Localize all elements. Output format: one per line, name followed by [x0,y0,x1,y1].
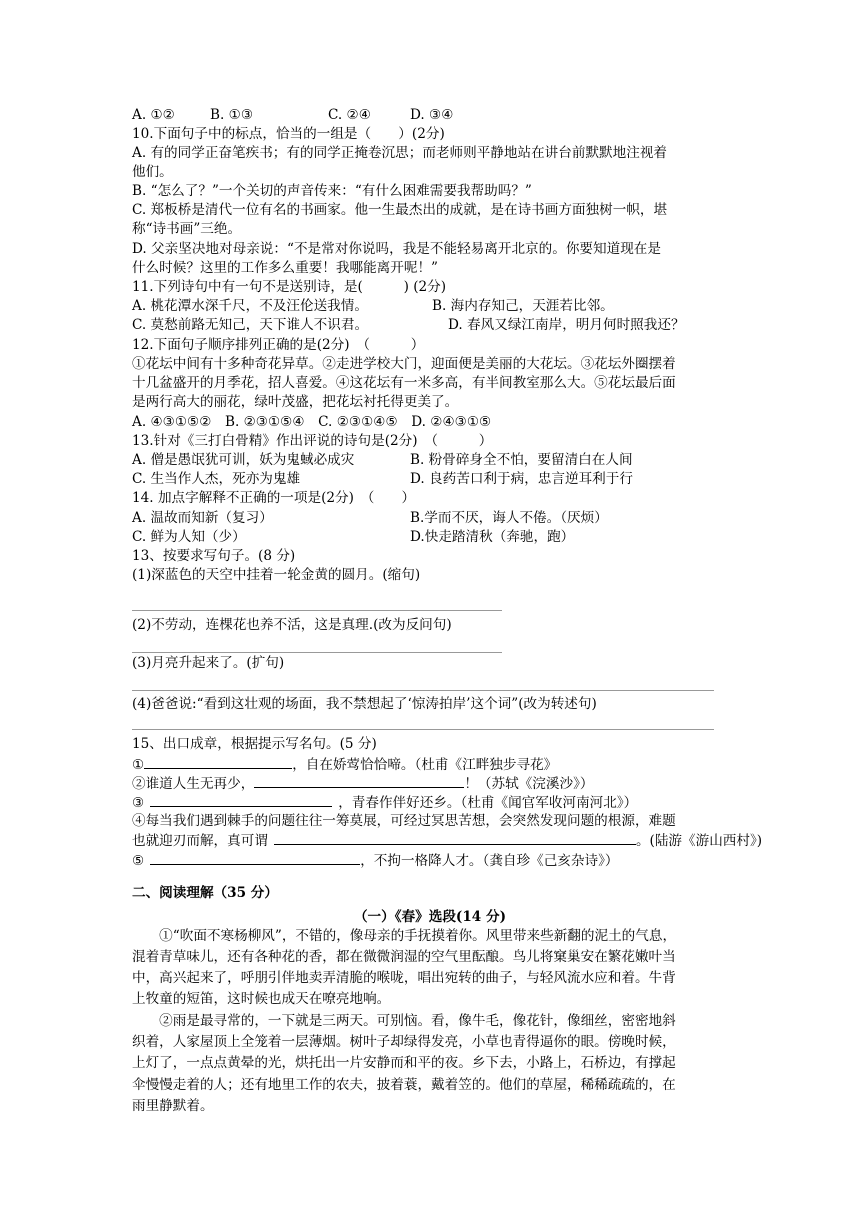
q12-para-2: 十几盆盛开的月季花，招人喜爱。④这花坛有一米多高，有半间教室那么大。⑤花坛最后面 [132,375,676,391]
q12-options: A. ④③①⑤② B. ②③①⑤④ C. ②③①④⑤ D. ②④③①⑤ [132,414,492,430]
passage-p2-line: 上灯了，一点点黄晕的光，烘托出一片安静而和平的夜。乡下去，小路上，石桥边，有撑起 [132,1055,676,1071]
passage-p1-line: 中，高兴起来了，呼朋引伴地卖弄清脆的喉咙，唱出宛转的曲子，与轻风流水应和着。牛背 [132,970,676,986]
q13-option-c: C. 生当作人杰，死亦为鬼雄 [132,471,301,487]
answer-line-2[interactable] [132,652,502,653]
blank-4[interactable] [274,831,636,845]
section-heading: 二、阅读理解（35 分） [132,885,278,901]
q14-option-d: D.快走踏清秋（奔驰，跑） [410,529,575,545]
q12-title: 12.下面句子顺序排列正确的是(2分) （ ） [132,337,425,353]
q14-option-c: C. 鲜为人知（少） [132,529,246,545]
q12-para-1: ①花坛中间有十多种奇花异草。②走进学校大门，迎面便是美丽的大花坛。③花坛外圈摆着 [132,356,676,372]
q10-option-c: C. 郑板桥是清代一位有名的书画家。他一生最杰出的成就，是在诗书画方面独树一帜，堪 [132,202,668,218]
q9-option-b: B. ①③ [210,107,254,123]
passage-p1-line: 上牧童的短笛，这时候也成天在嘹亮地响。 [132,991,391,1007]
q13-title: 13.针对《三打白骨精》作出评说的诗句是(2分) （ ） [132,433,493,449]
answer-line-3[interactable] [132,690,714,691]
q11-option-d: D. 春风又绿江南岸，明月何时照我还？ [448,317,685,333]
q9-option-a: A. ①② [132,107,175,123]
blank-5[interactable] [150,851,360,865]
q15-line-1: ① ，自在娇莺恰恰啼。（杜甫《江畔独步寻花》 [132,757,558,773]
q13-option-b: B. 粉骨碎身全不怕，要留清白在人间 [410,452,633,468]
q15-line-4: ④每当我们遇到棘手的问题往往一筹莫展，可经过冥思苦想，会突然发现问题的根源，难题 [132,813,676,829]
q10-option-d-cont: 什么时候？这里的工作多么重要！我哪能离开呢！” [132,260,439,276]
q12-para-3: 是两行高大的丽花，绿叶茂盛，把花坛衬托得更美了。 [132,394,459,410]
q13b-title: 13、按要求写句子。(8 分) [132,548,296,564]
q9-option-c: C. ②④ [328,107,371,123]
passage-p2-line: 雨里静默着。 [132,1098,214,1114]
q10-option-a: A. 有的同学正奋笔疾书；有的同学正掩卷沉思；而老师则平静地站在讲台前默默地注视着 [132,145,668,161]
answer-line-1[interactable] [132,610,502,611]
blank-3[interactable] [150,793,332,807]
q13b-sentence-1: (1)深蓝色的天空中挂着一轮金黄的圆月。(缩句) [132,567,421,583]
passage-p1-line: 混着青草味儿，还有各种花的香，都在微微润湿的空气里酝酿。鸟儿将窠巢安在繁花嫩叶当 [132,949,676,965]
q15-line-2: ②谁道人生无再少， ！（苏轼《浣溪沙》） [132,776,594,792]
passage-p2-line: ②雨是最寻常的，一下就是三两天。可别恼。看，像牛毛，像花针，像细丝，密密地斜 [132,1013,676,1029]
q10-option-a-cont: 他们。 [132,164,173,180]
q15-line-3: ③ ，青春作伴好还乡。（杜甫《闻官军收河南河北》） [132,795,638,811]
q11-option-b: B. 海内存知己，天涯若比邻。 [432,298,614,314]
blank-1[interactable] [144,755,292,769]
blank-2[interactable] [254,774,464,788]
q13-option-a: A. 僧是愚氓犹可训，妖为鬼蜮必成灾 [132,452,355,468]
q15-line-5: 也就迎刃而解，真可谓 。(陆游《游山西村》) [132,833,763,849]
q13b-sentence-4: (4)爸爸说:“看到这壮观的场面，我不禁想起了‘惊涛拍岸’这个词”(改为转述句) [132,696,597,712]
q13b-sentence-3: (3)月亮升起来了。(扩句) [132,655,285,671]
passage-p2-line: 织着，人家屋顶上全笼着一层薄烟。树叶子却绿得发亮，小草也青得逼你的眼。傍晚时候， [132,1034,676,1050]
q11-option-c: C. 莫愁前路无知己，天下谁人不识君。 [132,317,369,333]
q14-option-a: A. 温故而知新（复习） [132,510,273,526]
q13-option-d: D. 良药苦口利于病，忠言逆耳利于行 [410,471,633,487]
q10-option-d: D. 父亲坚决地对母亲说：“不是常对你说吗，我是不能轻易离开北京的。你要知道现在是 [132,241,661,257]
passage-title: （一）《春》选段(14 分) [353,909,507,925]
q10-title: 10.下面句子中的标点，恰当的一组是（ ）(2分) [132,126,445,142]
passage-p2-line: 伞慢慢走着的人；还有地里工作的农夫，披着蓑，戴着笠的。他们的草屋，稀稀疏疏的，在 [132,1077,676,1093]
q10-option-b: B. “怎么了？”一个关切的声音传来：“有什么困难需要我帮助吗？” [132,183,532,199]
q14-option-b: B.学而不厌，诲人不倦。（厌烦） [410,510,608,526]
q10-option-c-cont: 称“诗书画”三绝。 [132,221,242,237]
q13b-sentence-2: (2)不劳动，连棵花也养不活，这是真理.(改为反问句) [132,617,452,633]
q15-line-6: ⑤ ，不拘一格降人才。（龚自珍《己亥杂诗》） [132,853,619,869]
q11-title: 11.下列诗句中有一句不是送别诗，是( ) (2分) [132,279,447,295]
answer-line-4[interactable] [132,729,714,730]
passage-p1-line: ①“吹面不寒杨柳风”，不错的，像母亲的手抚摸着你。风里带来些新翻的泥土的气息， [132,928,677,944]
q14-title: 14. 加点字解释不正确的一项是(2分) （ ） [132,490,416,506]
q11-option-a: A. 桃花潭水深千尺，不及汪伦送我情。 [132,298,368,314]
q15-title: 15、出口成章，根据提示写名句。(5 分) [132,736,377,752]
q9-option-d: D. ③④ [410,107,454,123]
